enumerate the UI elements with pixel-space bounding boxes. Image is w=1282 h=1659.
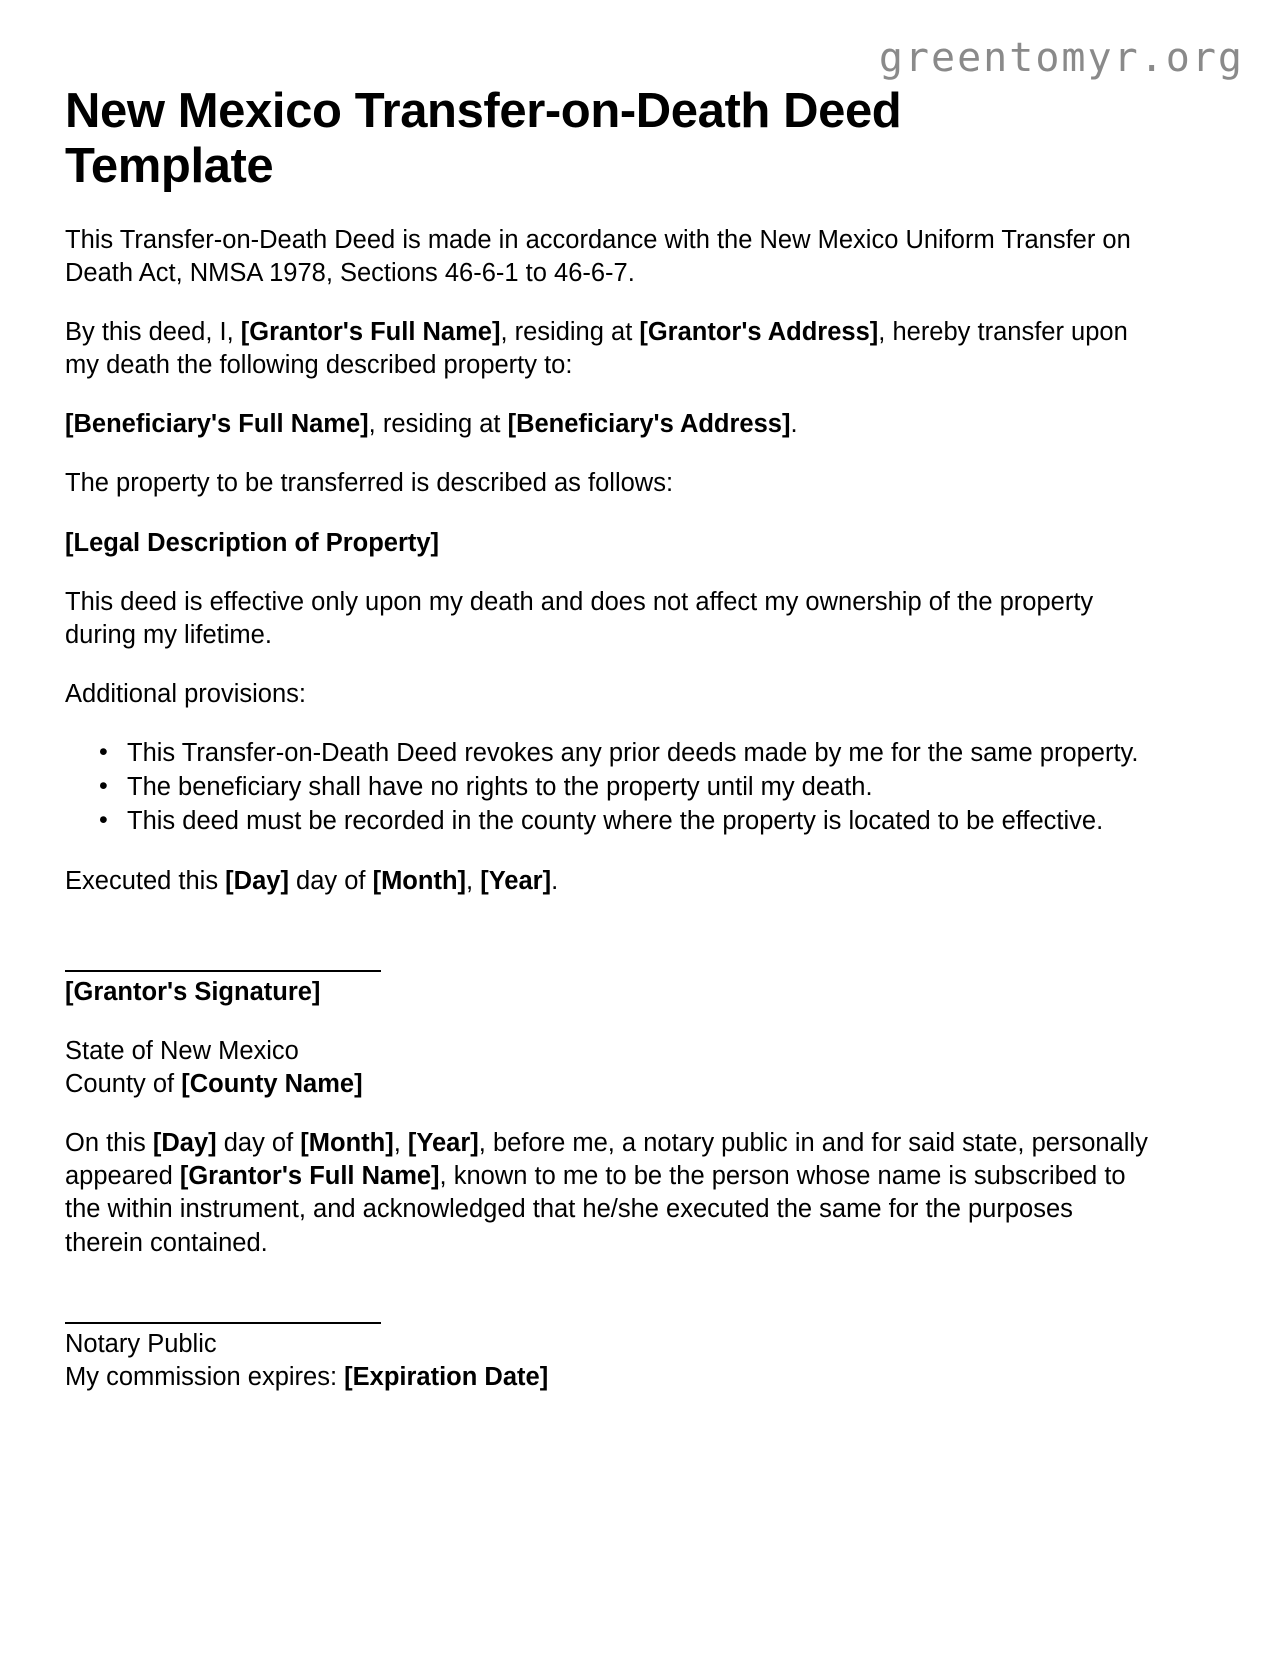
effectiveness-paragraph — [65, 586, 1157, 652]
legal-description-placeholder: [Legal Description of Property] — [65, 528, 440, 557]
list-item — [127, 737, 1157, 770]
execution-year-placeholder: [Year] — [480, 866, 552, 895]
commission-expiry-line — [65, 1361, 1157, 1394]
beneficiary-address-placeholder: [Beneficiary's Address] — [507, 410, 791, 439]
beneficiary-clause-paragraph — [65, 408, 1157, 441]
execution-part-3: , — [466, 866, 481, 895]
notary-day-placeholder: [Day] — [152, 1129, 217, 1158]
notary-acknowledgment-paragraph — [65, 1127, 1157, 1260]
grantor-name-placeholder: [Grantor's Full Name] — [240, 318, 501, 347]
notary-part-3: , — [393, 1129, 408, 1158]
grantor-clause-paragraph — [65, 316, 1157, 382]
grantor-signature-line — [65, 970, 381, 972]
notary-part-4: , before me, a notary public in and for said state, personally appeared — [65, 1129, 1148, 1191]
property-intro-paragraph — [65, 467, 1157, 500]
grantor-signature-label: [Grantor's Signature] — [65, 977, 321, 1006]
signature-spacer — [65, 924, 1157, 970]
notary-part-5: , known to me to be the person whose name is subscribed to the within instrument, and acknowledged that he/she executed the same for the purposes therein contained. — [65, 1162, 1126, 1257]
notary-signature-line — [65, 1322, 381, 1324]
intro-paragraph — [65, 224, 1157, 290]
execution-part-4: . — [551, 866, 559, 895]
state-text: State of New Mexico — [65, 1036, 299, 1065]
grantor-clause-part-2: , residing at — [500, 318, 640, 347]
state-line — [65, 1035, 1157, 1068]
document-content — [65, 84, 1157, 1420]
additional-provisions-text: Additional provisions: — [65, 680, 306, 709]
grantor-signature-block — [65, 970, 1157, 1009]
execution-day-placeholder: [Day] — [225, 866, 289, 895]
site-watermark: greentomyr.org — [878, 35, 1244, 81]
notary-public-label: Notary Public — [65, 1329, 217, 1358]
notary-part-2: day of — [216, 1129, 301, 1158]
grantor-clause-part-3: , hereby transfer upon my death the following described property to: — [65, 318, 1128, 380]
notary-grantor-name-placeholder: [Grantor's Full Name] — [179, 1162, 440, 1191]
notary-signature-spacer — [65, 1286, 1157, 1322]
provisions-list — [65, 737, 1157, 838]
intro-text: This Transfer-on-Death Deed is made in accordance with the New Mexico Uniform Transfer on Death Act, NMSA 1978, Sections 46-6-1 to 46-6-7. — [65, 225, 1131, 287]
notary-signature-block — [65, 1322, 1157, 1394]
notary-year-placeholder: [Year] — [407, 1129, 479, 1158]
execution-part-2: day of — [288, 866, 373, 895]
provision-text: The beneficiary shall have no rights to the property until my death. — [127, 773, 873, 802]
county-prefix: County of — [65, 1070, 182, 1098]
beneficiary-clause-part-1: , residing at — [368, 410, 508, 439]
county-name-placeholder: [County Name] — [181, 1070, 363, 1098]
execution-clause-paragraph — [65, 865, 1157, 898]
execution-part-1: Executed this — [65, 866, 226, 895]
county-line — [65, 1068, 1157, 1101]
notary-month-placeholder: [Month] — [300, 1129, 394, 1158]
additional-provisions-label — [65, 678, 1157, 711]
jurisdiction-block — [65, 1035, 1157, 1101]
grantor-address-placeholder: [Grantor's Address] — [639, 318, 879, 347]
effectiveness-text: This deed is effective only upon my death and does not affect my ownership of the property during my lifetime. — [65, 587, 1094, 649]
notary-part-1: On this — [65, 1129, 153, 1158]
list-item — [127, 771, 1157, 804]
commission-expiry-prefix: My commission expires: — [65, 1362, 345, 1391]
provision-text: This Transfer-on-Death Deed revokes any prior deeds made by me for the same property. — [127, 739, 1139, 768]
execution-month-placeholder: [Month] — [372, 866, 467, 895]
property-intro-text: The property to be transferred is described as follows: — [65, 469, 674, 498]
expiration-date-placeholder: [Expiration Date] — [344, 1362, 549, 1391]
provision-text: This deed must be recorded in the county where the property is located to be effective. — [127, 807, 1104, 836]
grantor-clause-part-1: By this deed, I, — [65, 318, 241, 347]
beneficiary-name-placeholder: [Beneficiary's Full Name] — [65, 410, 369, 439]
list-item — [127, 805, 1157, 838]
beneficiary-clause-part-2: . — [790, 410, 798, 439]
page-title: New Mexico Transfer-on-Death Deed Template — [65, 84, 902, 193]
